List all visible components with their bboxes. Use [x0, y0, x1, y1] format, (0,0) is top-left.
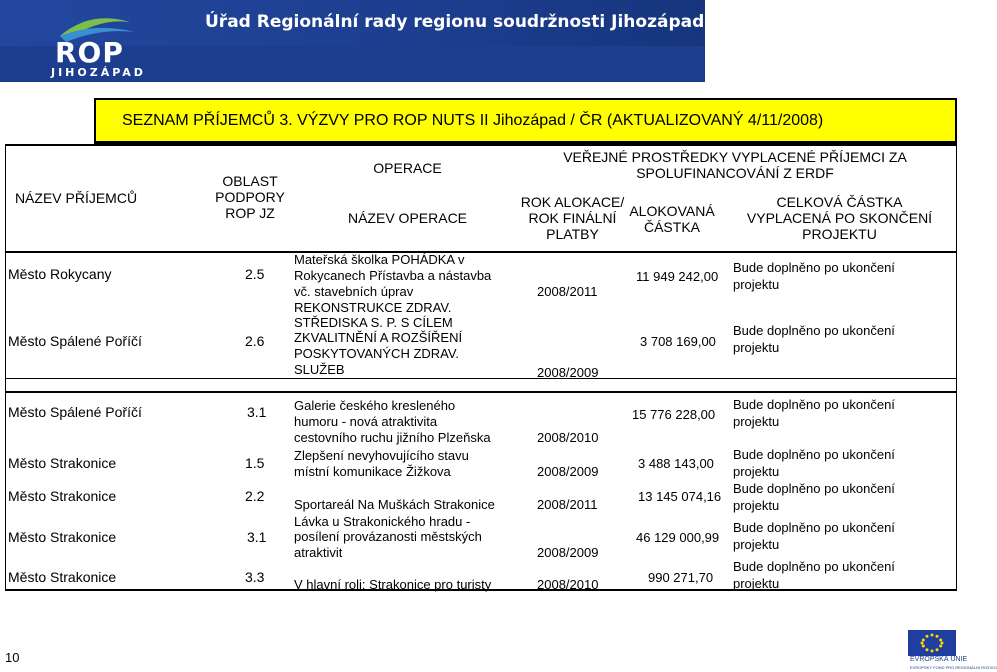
table-row-year: 2008/2009 [537, 464, 599, 479]
header-year-line3: PLATBY [546, 226, 599, 242]
table-row-operation: Zlepšení nevyhovujícího stavu [294, 448, 469, 463]
logo-text: ROP [55, 36, 124, 69]
table-row-operation: ZKVALITNĚNÍ A ROZŠÍŘENÍ [294, 330, 463, 345]
table-row-operation: posílení provázanosti městských [294, 529, 482, 544]
header-operation-name: NÁZEV OPERACE [347, 210, 468, 226]
table-row-area: 2.5 [245, 266, 265, 282]
table-row-total: Bude doplněno po ukončení [733, 323, 895, 338]
table-row-total: Bude doplněno po ukončení [733, 260, 895, 275]
header-year-line1: ROK ALOKACE/ [520, 194, 625, 210]
header-bottom-border [5, 251, 957, 253]
table-row-total: Bude doplněno po ukončení [733, 447, 895, 462]
header-public-line2: SPOLUFINANCOVÁNÍ Z ERDF [636, 165, 834, 181]
table-row-total: projektu [733, 340, 780, 355]
table-row-operation: SLUŽEB [294, 362, 345, 377]
rop-logo [0, 0, 200, 82]
header-total-line1: CELKOVÁ ČÁSTKA [776, 194, 903, 210]
table-row-area: 3.1 [247, 404, 267, 420]
table-row-allocated: 3 708 169,00 [640, 334, 716, 349]
table-row-recipient: Město Strakonice [8, 569, 117, 585]
table-row-area: 3.1 [247, 529, 267, 545]
header-public-funds [520, 149, 950, 181]
header-allocated [622, 203, 722, 235]
table-row-operation: Lávka u Strakonického hradu - [294, 514, 471, 529]
eu-caption [910, 656, 997, 672]
table-row-allocated: 13 145 074,16 [638, 489, 722, 504]
table-row-operation: cestovního ruchu jižního Plzeňska [294, 430, 491, 445]
document-title: SEZNAM PŘÍJEMCŮ 3. VÝZVY PRO ROP NUTS II Jihozápad / ČR (AKTUALIZOVANÝ 4/11/2008) [122, 112, 824, 129]
table-row-operation: Sportareál Na Muškách Strakonice [294, 497, 495, 512]
header-total-line3: PROJEKTU [802, 226, 877, 242]
table-row-total: projektu [733, 414, 780, 429]
table-row-total: projektu [733, 277, 780, 292]
table-row-area: 1.5 [245, 455, 265, 471]
logo-subtitle: JIHOZÁPAD [51, 66, 146, 79]
table-row-total: Bude doplněno po ukončení [733, 520, 895, 535]
table-row-total: Bude doplněno po ukončení [733, 481, 895, 496]
table-row-total: projektu [733, 498, 780, 513]
table-top-border [5, 144, 957, 146]
table-row-year: 2008/2011 [537, 497, 598, 512]
table-left-border [5, 144, 6, 590]
table-row-recipient: Město Strakonice [8, 488, 117, 504]
header-area-line2: PODPORY [215, 189, 285, 205]
header-recipient: NÁZEV PŘÍJEMCŮ [14, 190, 138, 206]
header-total [722, 194, 957, 242]
header-area [200, 173, 300, 221]
page-number: 10 [5, 650, 20, 665]
header-alloc-line2: ČÁSTKA [643, 219, 700, 235]
table-row-operation: atraktivit [294, 545, 343, 560]
header-operation: OPERACE [373, 160, 442, 176]
table-row-operation: Mateřská školka POHÁDKA v [294, 252, 465, 267]
table-row-area: 2.6 [245, 333, 265, 349]
header-public-line1: VEŘEJNÉ PROSTŘEDKY VYPLACENÉ PŘÍJEMCI ZA [563, 149, 907, 165]
table-row-area: 2.2 [245, 488, 265, 504]
table-row-allocated: 15 776 228,00 [632, 407, 716, 422]
eu-caption-line1: EVROPSKÁ UNIE [910, 656, 968, 663]
table-row-year: 2008/2011 [537, 284, 598, 299]
table-row-year: 2008/2010 [537, 430, 599, 445]
table-row-allocated: 3 488 143,00 [638, 456, 714, 471]
table-row-allocated: 990 271,70 [648, 570, 714, 585]
table-row-recipient: Město Strakonice [8, 529, 117, 545]
document-title-box [94, 98, 957, 144]
table-row-total: projektu [733, 576, 780, 591]
table-row-operation: humoru - nová atraktivita [294, 414, 438, 429]
header-banner [0, 0, 705, 82]
table-row-recipient: Město Rokycany [8, 266, 112, 282]
header-area-line3: ROP JZ [225, 205, 275, 221]
header-area-line1: OBLAST [222, 173, 278, 189]
header-total-line2: VYPLACENÁ PO SKONČENÍ [746, 210, 933, 226]
table-row-allocated: 11 949 242,00 [636, 269, 719, 284]
table-row-operation: POSKYTOVANÝCH ZDRAV. [294, 346, 459, 361]
table-row-year: 2008/2010 [537, 577, 599, 592]
table-row-total: projektu [733, 464, 780, 479]
table-row-operation: místní komunikace Žižkova [294, 464, 451, 479]
table-row-area: 3.3 [245, 569, 265, 585]
header-year-line2: ROK FINÁLNÍ [528, 210, 617, 226]
eu-flag-icon [908, 630, 956, 656]
table-row-year: 2008/2009 [537, 545, 599, 560]
table-row-total: Bude doplněno po ukončení [733, 559, 895, 574]
table-row-allocated: 46 129 000,99 [636, 530, 720, 545]
table-row-operation: STŘEDISKA S. P. S CÍLEM [294, 315, 453, 330]
header-alloc-line1: ALOKOVANÁ [629, 203, 715, 219]
table-row-operation: vč. stavebních úprav [294, 284, 414, 299]
eu-caption-line2: EVROPSKÝ FOND PRO REGIONÁLNÍ ROZVOJ [910, 665, 997, 670]
table-row-operation: REKONSTRUKCE ZDRAV. [294, 300, 452, 315]
table-row-recipient: Město Spálené Poříčí [8, 404, 142, 420]
table-row-total: Bude doplněno po ukončení [733, 397, 895, 412]
table-row-recipient: Město Strakonice [8, 455, 117, 471]
table-row-operation: Rokycanech Přístavba a nástavba [294, 268, 492, 283]
header-year [505, 194, 640, 242]
table-row-total: projektu [733, 537, 780, 552]
banner-title: Úřad Regionální rady regionu soudržnosti Jihozápad [205, 12, 705, 32]
group-divider-top [5, 378, 957, 379]
table-row-year: 2008/2009 [537, 365, 599, 380]
table-row-operation: V hlavní roli: Strakonice pro turisty [294, 577, 492, 592]
group-divider-bottom [5, 391, 957, 393]
table-row-recipient: Město Spálené Poříčí [8, 333, 142, 349]
table-row-operation: Galerie českého kresleného [294, 398, 456, 413]
